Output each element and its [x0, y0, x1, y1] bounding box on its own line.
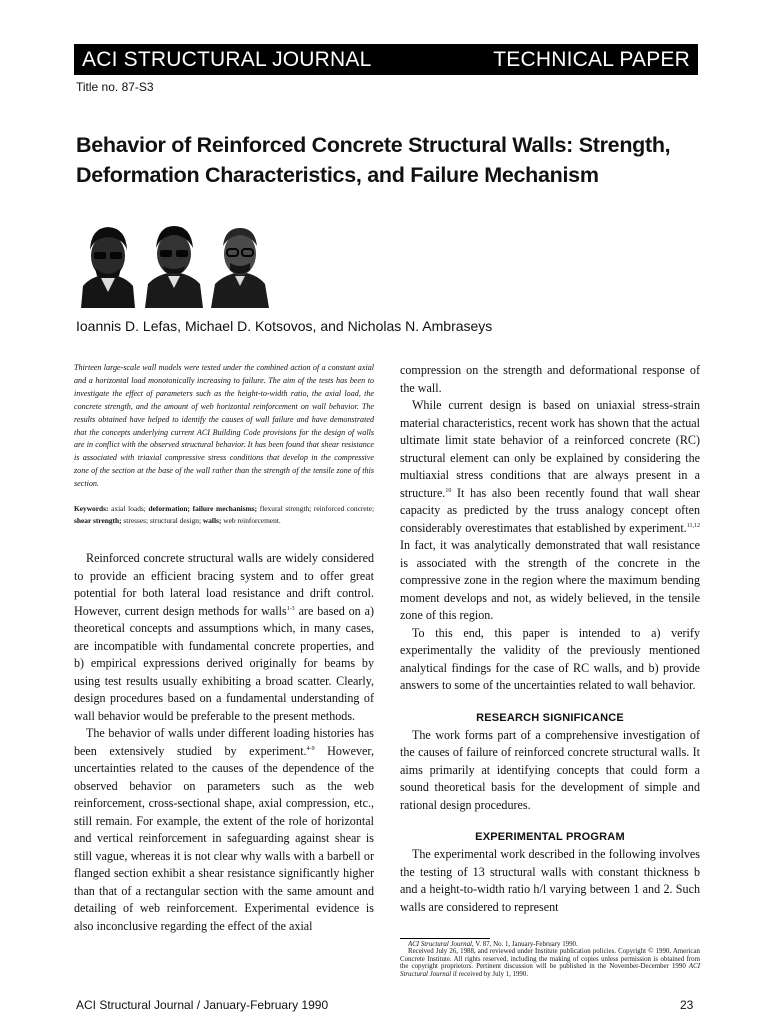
footer-issue: ACI Structural Journal / January-February 1990: [76, 998, 329, 1012]
paragraph-text: To this end, this paper is intended to a) verify experimentally the validity of the previously mentioned analytical findings for the case of RC walls, and b) provide answers to some of the uncertainties related to wall behavior.: [400, 625, 700, 692]
keyword: web reinforcement.: [223, 515, 281, 525]
author-list: Ioannis D. Lefas, Michael D. Kotsovos, and Nicholas N. Ambraseys: [76, 318, 493, 334]
paragraph-text: The behavior of walls under different loading histories has been extensively studied by experiment.: [74, 726, 374, 758]
paragraph: [74, 725, 374, 935]
keyword: axial loads;: [111, 504, 146, 514]
keyword: deformation;: [148, 504, 190, 514]
keywords: [74, 503, 374, 526]
paper-title-line: Deformation Characteristics, and Failure Mechanism: [76, 163, 599, 187]
paragraph: [400, 625, 700, 695]
footnote-text: Received July 26, 1988, and reviewed under Institute publication policies. Copyright © 1990, American Concrete Institute. All rights reserved, including the making of copies unless permission is obtained from the copyright proprietors. Pertinent discussion will be published in the November-December 1990: [400, 948, 700, 971]
paragraph-text: are based on a) theoretical concepts and assumptions which, in many cases, are incompatible with fundamental concrete properties, and b) empirical expressions derived originally for beams by using test results usually exhibiting a broad scatter. Clearly, design procedures based on a fundamental understanding of wall behavior would be preferable to the present methods.: [74, 603, 374, 723]
section-heading: RESEARCH SIGNIFICANCE: [476, 711, 624, 724]
citation: 11,12: [686, 522, 700, 529]
page-number: 23: [680, 998, 694, 1012]
paragraph: [74, 550, 374, 725]
paragraph-text: However, uncertainties related to the causes of the dependence of the observed behavior on parameters such as the web reinforcement, cross-sectional shape, axial compression, etc., still remain. For example, the extent of the role of horizontal and vertical reinforcement in safeguarding against shear is still vague, whereas it is not clear why walls with a barbell or flanged section exhibit a shear resistance significantly higher than that of a rectangular section with the same amount and detailing of web reinforcement. Experimental evidence is also inconclusive regarding the effect of the axial: [74, 743, 374, 933]
paragraph: The work forms part of a comprehensive investigation of the causes of failure of reinforced concrete structural walls. It aims primarily at identifying concepts that could form a sound theoretical basis for the development of simple and rational design procedures.: [400, 727, 700, 812]
footnote-text: V. 87, No. 1, January-February 1990.: [473, 941, 578, 948]
footnote-text: if received by July 1, 1990.: [451, 970, 529, 978]
author-portraits: [77, 222, 277, 310]
footnote-journal: ACI Structural Journal: [400, 963, 700, 978]
abstract: Thirteen large-scale wall models were tested under the combined action of a constant axial and a horizontal load monotonically increasing to failure. The aim of the tests has been to investigate the effect of parameters such as the height-to-width ratio, the axial load, the concrete strength, and the amount of web horizontal reinforcement on wall behavior. The results obtained have helped to identify the causes of wall failure and have demonstrated that the concepts underlying current ACI Building Code provisions for the design of walls are in conflict with the observed structural behavior. It has been found that shear resistance is associated with triaxial compressive stress conditions that develop in the compressive zone of the section at the base of the wall rather than the strength of the tensile zone of this section.: [74, 363, 374, 489]
paragraph-text: It has also been recently found that wall shear capacity as predicted by the truss analogy concept often considerably overestimates that established by experiment.: [400, 485, 700, 535]
body-text-right: [400, 362, 700, 916]
keyword: structural design;: [149, 515, 202, 525]
citation: 4-9: [306, 745, 315, 752]
paper-title: [76, 130, 696, 190]
journal-name: ACI STRUCTURAL JOURNAL: [82, 47, 372, 71]
footnote: [400, 938, 700, 978]
title-number: Title no. 87-S3: [76, 80, 154, 94]
author-portrait-kotsovos: [143, 222, 205, 308]
paragraph: [400, 397, 700, 625]
author-portrait-ambraseys: [209, 222, 271, 308]
journal-banner: [74, 44, 698, 75]
citation: 1-3: [286, 605, 295, 612]
keyword: stresses;: [123, 515, 149, 525]
keyword: shear strength;: [74, 515, 122, 525]
author-portrait-lefas: [77, 222, 139, 308]
keyword: failure mechanisms;: [192, 504, 258, 514]
paragraph-text: compression on the strength and deformational response of the wall.: [400, 363, 700, 395]
paragraph-text: While current design is based on uniaxial stress-strain material characteristics, recent work has shown that the actual ultimate limit state behavior of a reinforced concrete (RC) structural element can only be explained by considering the multiaxial stress conditions that are always present in a structure.: [400, 398, 700, 500]
paper-type: TECHNICAL PAPER: [493, 47, 690, 71]
paragraph: The experimental work described in the following involves the testing of 13 structural walls with constant thickness b and a height-to-width ratio h/l varying between 1 and 2. Such walls are considered to represent: [400, 847, 700, 914]
section-heading: EXPERIMENTAL PROGRAM: [475, 831, 625, 843]
paragraph: [400, 362, 700, 397]
body-text-left: [74, 550, 374, 935]
paper-title-line: Behavior of Reinforced Concrete Structural Walls: Strength,: [76, 133, 671, 157]
paragraph-text: In fact, it was analytically demonstrated that wall resistance is associated with the strength of the concrete in the compressive zone in the region where the maximum bending moment develops and not, as widely believed, in the tensile zone of this region.: [400, 538, 700, 622]
footnote-line: [400, 948, 700, 978]
paragraph-text: Reinforced concrete structural walls are widely considered to provide an efficient bracing system and to offer great potential for both lateral load resistance and drift control. However, current design methods for walls: [74, 551, 374, 618]
citation: 10: [445, 487, 452, 494]
left-column: [74, 362, 374, 935]
keyword: walls;: [202, 515, 222, 525]
right-column: [400, 362, 700, 916]
keyword: flexural strength;: [259, 504, 312, 514]
footnote-journal: ACI Structural Journal,: [408, 941, 474, 948]
keywords-label: Keywords:: [74, 504, 109, 514]
footnote-line: [400, 941, 700, 948]
keyword: reinforced concrete;: [313, 504, 375, 514]
